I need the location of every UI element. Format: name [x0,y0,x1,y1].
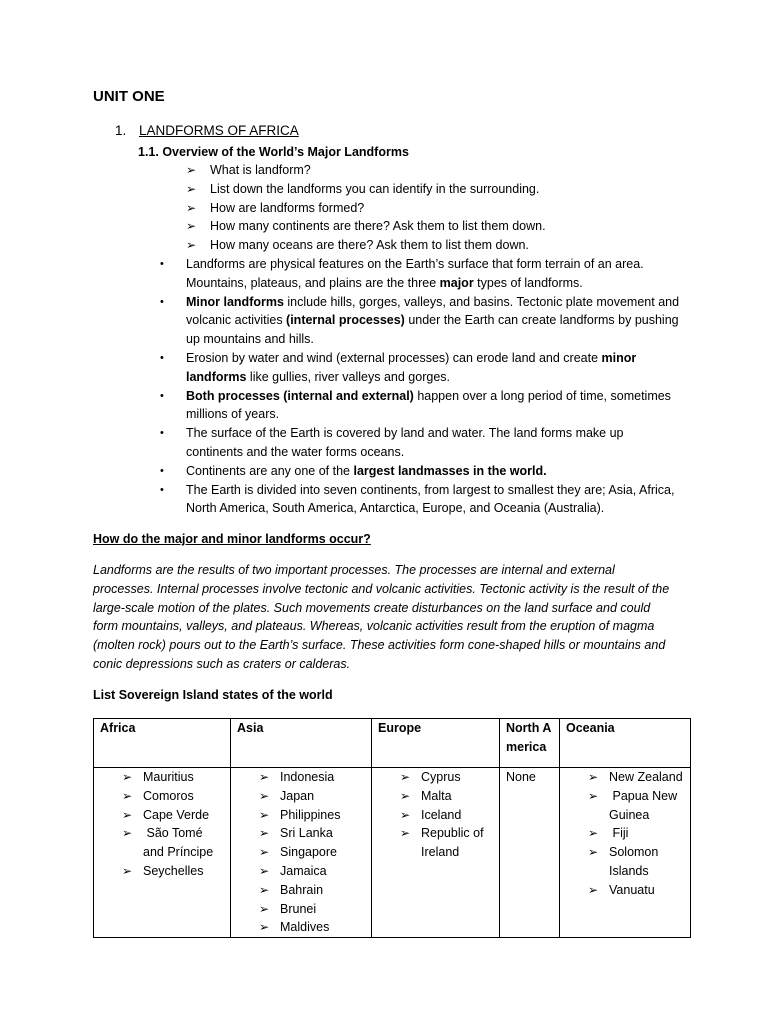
list-item: ➢ Papua New Guinea [588,788,681,822]
arrow-bullet-icon: ➢ [186,163,197,177]
table-header-row [94,719,691,768]
bullet-dot-icon: • [160,389,164,402]
section-number: 1. [115,123,127,138]
arrow-bullet-icon: ➢ [259,807,270,822]
arrow-bullet-icon: ➢ [186,200,197,215]
arrow-bullet-icon: ➢ [400,770,411,784]
bullet-dot-icon: • [160,258,164,270]
list-item: ➢ Sri Lanka [259,824,365,843]
list-item: ➢ Solomon Islands [588,845,659,878]
arrow-bullet-icon: ➢ [186,219,197,234]
cell-north-america [500,768,560,938]
list-item: ➢ Jamaica [259,862,365,881]
subsection-title: 1.1. Overview of the World’s Major Landforms [138,145,409,159]
fact-list [160,255,680,518]
header-africa: Africa [94,719,231,768]
island-states-table [93,718,691,938]
list-item: ➢ Seychelles [122,862,224,881]
bullet-dot-icon: • [160,295,164,308]
landforms-paragraph: Landforms are the results of two important processes. The processes are internal and external processes. Internal processes involve tectonic and volcanic activities. Tectonic activity is the result of the large-scale motion of the plates. Such movements create disturbances on the land surface and could form mountains, valleys, and plateaus. Whereas, volcanic activities result from the eruption of magma (molten rock) pours out to the Earth’s surface. These activities form cone-shaped hills or mountains and conic depressions such as craters or calderas. [93,563,670,671]
arrow-bullet-icon: ➢ [259,920,270,935]
fact-item: • Minor landforms include hills, gorges, valleys, and basins. Tectonic plate movement and volcanic activities (internal processes) under the Earth can create landforms by pushing up mountains and hills. [160,294,680,347]
fact-item: • Erosion by water and wind (external processes) can erode land and create minor landforms like gullies, river valleys and gorges. [160,350,637,384]
section-title-text: LANDFORMS OF AFRICA [139,123,299,138]
bullet-dot-icon: • [160,351,164,364]
arrow-bullet-icon: ➢ [122,807,133,822]
fact-item: • Landforms are physical features on the Earth’s surface that form terrain of an area. Mountains, plateaus, and plains are the three major types of landforms. [160,257,644,290]
list-item: ➢ Japan [259,787,365,806]
list-item: ➢ Indonesia [259,768,365,787]
arrow-bullet-icon: ➢ [122,826,133,841]
list-item: ➢ Fiji [588,824,684,843]
cell-europe [372,768,500,938]
cell-asia [231,768,372,938]
unit-title: UNIT ONE [93,88,165,105]
arrow-bullet-icon: ➢ [400,788,411,803]
question-item: ➢ What is landform? [186,161,546,180]
cell-africa [94,768,231,938]
arrow-bullet-icon: ➢ [400,807,411,822]
question-list [186,161,546,255]
bullet-dot-icon: • [160,427,164,440]
list-item: ➢ Vanuatu [588,881,684,900]
list-item: ➢ Maldives [259,918,365,937]
arrow-bullet-icon: ➢ [186,181,197,196]
arrow-bullet-icon: ➢ [588,770,599,784]
list-item: ➢ Philippines [259,806,365,825]
header-europe: Europe [372,719,500,768]
arrow-bullet-icon: ➢ [122,863,133,878]
arrow-bullet-icon: ➢ [588,845,599,860]
asia-list [237,768,365,937]
header-oceania: Oceania [560,719,691,768]
arrow-bullet-icon: ➢ [400,826,411,841]
question-item: ➢ List down the landforms you can identify in the surrounding. [186,180,546,199]
arrow-bullet-icon: ➢ [588,788,599,803]
cell-oceania [560,768,691,938]
list-item: ➢ Cyprus [400,768,493,787]
arrow-bullet-icon: ➢ [259,788,270,803]
list-item: ➢ Comoros [122,787,224,806]
arrow-bullet-icon: ➢ [588,882,599,897]
arrow-bullet-icon: ➢ [259,826,270,841]
fact-item: • Continents are any one of the largest landmasses in the world. [160,462,680,481]
table-row [94,768,691,938]
fact-item: • The surface of the Earth is covered by land and water. The land forms make up continents and the water forms oceans. [160,426,624,459]
fact-item: • Both processes (internal and external) happen over a long period of time, sometimes millions of years. [160,388,671,422]
arrow-bullet-icon: ➢ [259,770,270,784]
africa-list [100,768,224,881]
list-item: ➢ Bahrain [259,881,365,900]
list-item: ➢ Malta [400,787,493,806]
section-title [115,122,299,141]
arrow-bullet-icon: ➢ [259,882,270,897]
oceania-list [566,768,684,900]
list-item: ➢ Cape Verde [122,806,224,825]
list-item: ➢ Iceland [400,806,493,825]
bullet-dot-icon: • [160,464,164,477]
north-america-value: None [506,770,536,784]
arrow-bullet-icon: ➢ [259,901,270,916]
how-heading: How do the major and minor landforms occur? [93,532,371,546]
question-item: ➢ How many oceans are there? Ask them to list them down. [186,236,546,255]
list-item: ➢ Brunei [259,900,365,919]
header-asia: Asia [231,719,372,768]
arrow-bullet-icon: ➢ [186,238,197,253]
arrow-bullet-icon: ➢ [122,788,133,803]
europe-list [378,768,493,862]
question-item: ➢ How many continents are there? Ask them to list them down. [186,217,546,236]
list-item: ➢ Singapore [259,843,365,862]
list-heading: List Sovereign Island states of the world [93,688,333,702]
arrow-bullet-icon: ➢ [259,863,270,878]
bullet-dot-icon: • [160,483,164,496]
arrow-bullet-icon: ➢ [588,826,599,841]
fact-item: • The Earth is divided into seven continents, from largest to smallest they are; Asia, Africa, North America, South America, Antarctica, Europe, and Oceania (Australia). [160,482,675,516]
header-north-america: North America [500,719,560,768]
arrow-bullet-icon: ➢ [122,770,133,784]
list-item: ➢ Mauritius [122,768,224,787]
list-item: ➢ São Tomé and Príncipe [122,826,214,860]
list-item: ➢ New Zealand [588,768,684,787]
arrow-bullet-icon: ➢ [259,845,270,860]
list-item: ➢ Republic of Ireland [400,826,484,860]
question-item: ➢ How are landforms formed? [186,199,546,218]
